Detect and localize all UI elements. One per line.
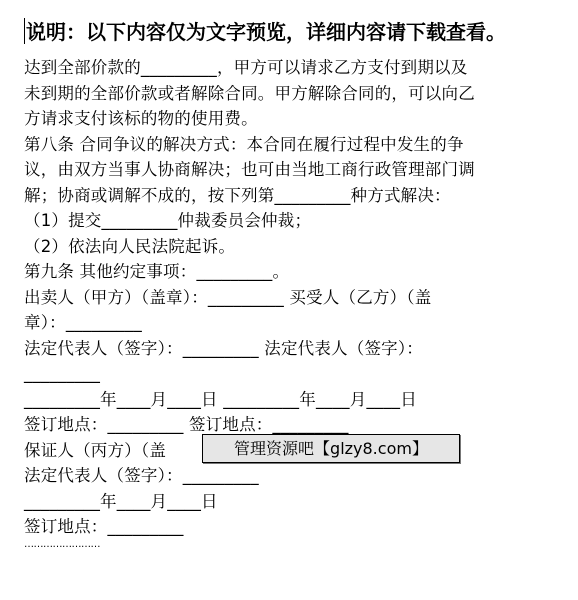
text-line: 未到期的全部价款或者解除合同。甲方解除合同的，可以向乙 — [24, 83, 475, 103]
text-line: 第九条 其他约定事项：_________。 — [24, 262, 290, 281]
text-line: 章）：_________ — [24, 313, 142, 332]
text-line: （2）依法向人民法院起诉。 — [24, 236, 236, 256]
text-line: _________ — [24, 364, 101, 383]
text-cursor — [24, 18, 25, 44]
text-line: _________年____月____日 _________年____月____日 — [24, 389, 417, 409]
text-line: 达到全部价款的_________，甲方可以请求乙方支付到期以及 — [24, 58, 468, 77]
text-line: 法定代表人（签字）：_________ 法定代表人（签字）： — [24, 338, 423, 358]
text-line: 签订地点：_________ — [24, 517, 184, 536]
ellipsis-dots: …………………… — [24, 539, 100, 550]
text-line: 出卖人（甲方）（盖章）：_________ 买受人（乙方）（盖 — [24, 287, 432, 307]
text-line: 第八条 合同争议的解决方式：本合同在履行过程中发生的争 — [24, 134, 464, 154]
contract-text — [24, 55, 564, 540]
text-line: 保证人（丙方）（盖 — [24, 440, 167, 460]
text-line: （1）提交_________仲裁委员会仲裁； — [24, 211, 312, 230]
text-line: 法定代表人（签字）：_________ — [24, 466, 259, 485]
preview-notice: 说明：以下内容仅为文字预览，详细内容请下载查看。 — [26, 20, 506, 44]
text-line: _________年____月____日 — [24, 491, 218, 511]
text-line: 议，由双方当事人协商解决；也可由当地工商行政管理部门调 — [24, 160, 475, 179]
text-line: 解；协商或调解不成的，按下列第_________种方式解决： — [24, 185, 451, 205]
watermark-banner: 管理资源吧【glzy8.com】 — [202, 434, 460, 463]
text-line: 签订地点：_________ 签订地点：_________ — [24, 415, 349, 434]
text-line: 方请求支付该标的物的使用费。 — [24, 109, 258, 128]
